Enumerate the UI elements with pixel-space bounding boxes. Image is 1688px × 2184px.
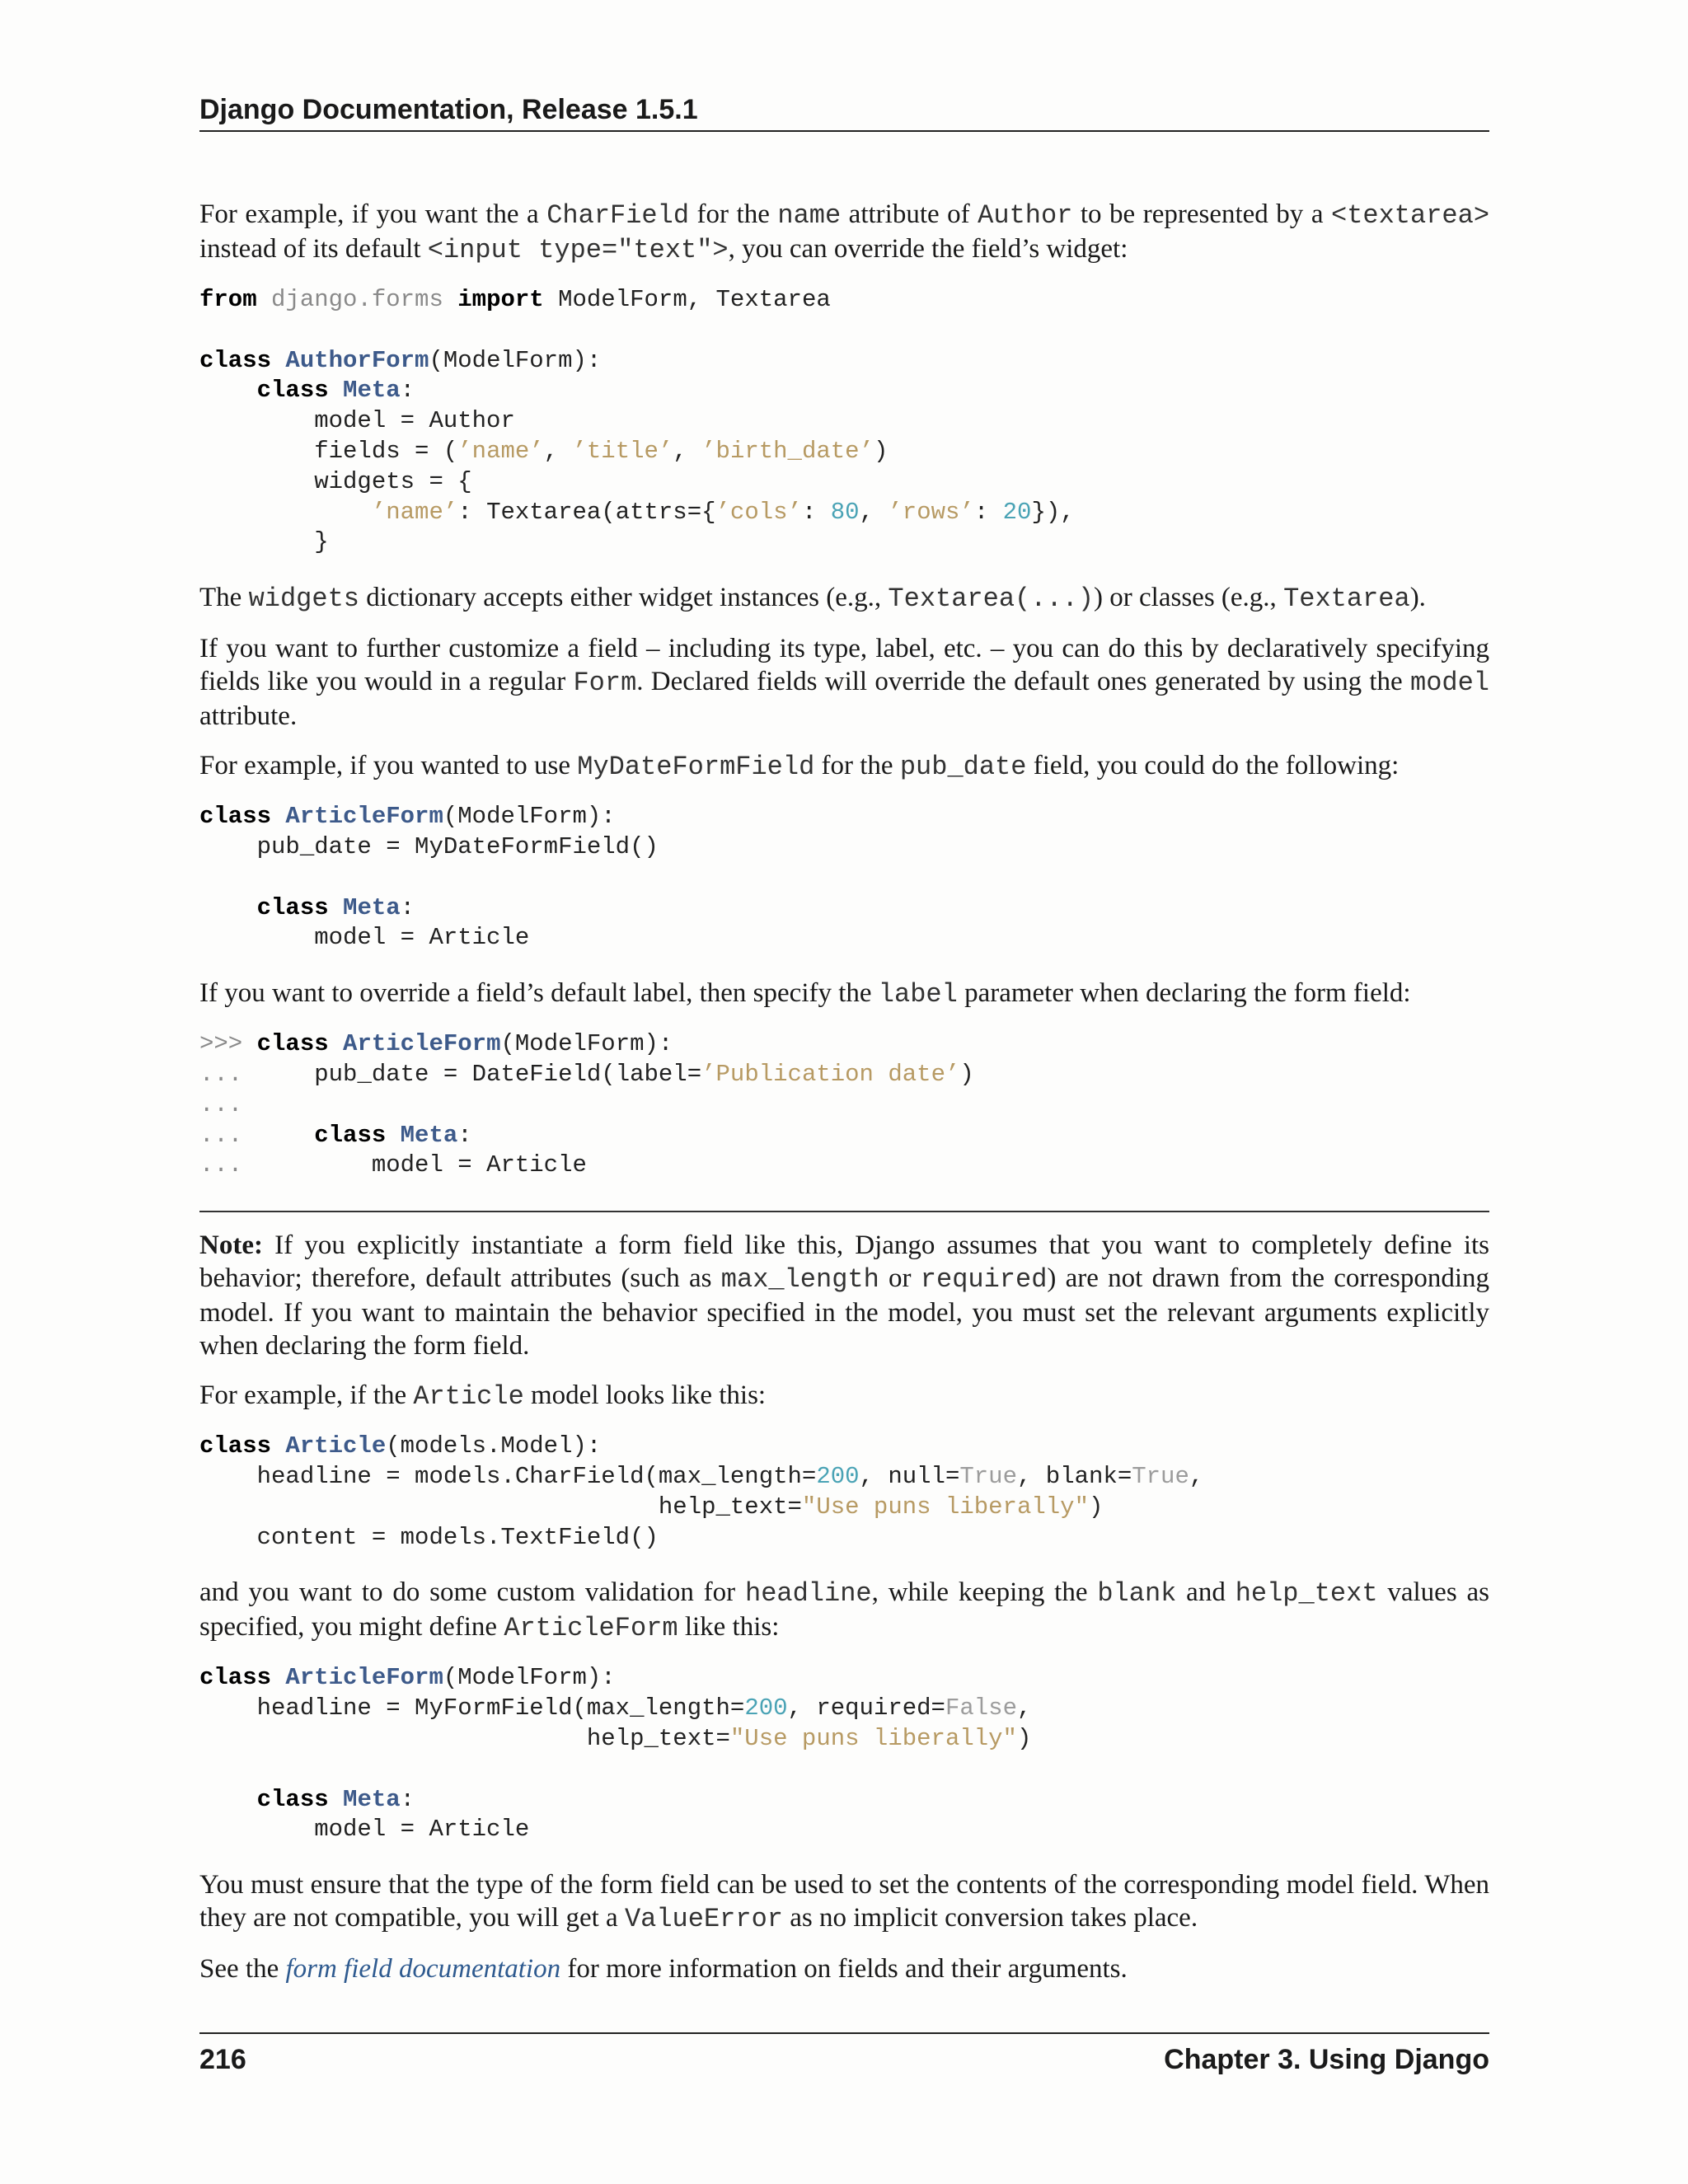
note-label: Note:	[199, 1230, 263, 1261]
code-text: ,	[1189, 1462, 1204, 1490]
keyword: class	[256, 893, 329, 921]
prompt: ...	[199, 1151, 372, 1179]
string: ’rows’	[888, 498, 974, 526]
number: 20	[1002, 498, 1032, 526]
running-header	[199, 92, 1489, 132]
class-name: AuthorForm	[271, 346, 429, 374]
code-text: (models.Model):	[386, 1432, 602, 1460]
indent	[199, 1786, 257, 1813]
string: ’Publication date’	[701, 1060, 960, 1088]
indent	[199, 377, 257, 404]
text: model looks like this:	[523, 1380, 767, 1411]
code-block	[199, 1432, 1489, 1553]
text: to be represented by a	[1072, 199, 1331, 229]
chapter-title: Chapter 3. Using Django	[1164, 2044, 1489, 2075]
code-text: ,	[1016, 1694, 1032, 1722]
constant: True	[1132, 1462, 1189, 1490]
text: for the	[689, 199, 778, 229]
class-name: Meta	[328, 377, 401, 405]
inline-code: Article	[413, 1381, 524, 1413]
class-name: ArticleForm	[328, 1030, 501, 1058]
code-text: , required=	[787, 1694, 945, 1722]
inline-code: max_length	[720, 1264, 879, 1296]
code-text: :	[400, 377, 415, 405]
code-text: :	[400, 1785, 415, 1813]
inline-code: Textarea	[1283, 583, 1410, 615]
paragraph	[199, 749, 1489, 784]
text: or	[879, 1263, 921, 1294]
code-text: model = Article	[199, 924, 530, 952]
code-text: :	[400, 893, 415, 921]
text: like this:	[678, 1612, 780, 1643]
keyword: class	[314, 1121, 387, 1149]
inline-code: ArticleForm	[504, 1613, 678, 1644]
text: For example, if the	[199, 1380, 414, 1411]
text: attribute of	[841, 199, 978, 229]
code-block	[199, 1663, 1489, 1845]
header-title: Django Documentation, Release 1.5.1	[199, 94, 698, 125]
code-text: pub_date = DateField(label=	[314, 1060, 702, 1088]
code-text: , blank=	[1017, 1462, 1132, 1490]
keyword: class	[199, 803, 272, 831]
paragraph	[199, 1868, 1489, 1936]
paragraph	[199, 1952, 1489, 1985]
text: for more information on fields and their arguments.	[560, 1954, 1128, 1985]
text: attribute.	[199, 701, 298, 732]
code-text: ModelForm, Textarea	[543, 286, 831, 313]
constant: True	[959, 1462, 1017, 1490]
code-text: model = Article	[199, 1816, 530, 1844]
running-footer	[199, 2032, 1489, 2077]
string: "Use puns liberally"	[801, 1493, 1089, 1521]
page-content	[199, 198, 1489, 1985]
code-text: headline = models.CharField(max_length=	[199, 1462, 817, 1490]
text: , you can override the field’s widget:	[728, 234, 1128, 264]
inline-code: headline	[744, 1578, 872, 1610]
constant: False	[945, 1694, 1017, 1722]
code-text: , null=	[859, 1462, 960, 1490]
text: ).	[1409, 583, 1426, 613]
text: You must ensure that the type of the form field can be used to set the contents of the corresponding model field. When they are not compatible, you will get a	[199, 1870, 1489, 1933]
class-name: Meta	[386, 1121, 458, 1149]
prompt: ...	[199, 1090, 243, 1118]
inline-code: help_text	[1235, 1578, 1378, 1610]
code-text: (ModelForm):	[500, 1030, 673, 1058]
text: for the	[814, 751, 900, 781]
text: If you want to override a field’s default label, then specify the	[199, 978, 879, 1009]
code-text: )	[873, 437, 889, 465]
string: ’title’	[572, 437, 673, 465]
paragraph	[199, 198, 1489, 267]
paragraph	[199, 581, 1489, 616]
keyword: class	[199, 1432, 272, 1460]
code-block	[199, 285, 1489, 558]
code-text: pub_date = MyDateFormField()	[199, 832, 659, 860]
string: "Use puns liberally"	[729, 1724, 1017, 1752]
keyword: class	[199, 346, 272, 374]
code-text: fields = (	[199, 437, 458, 465]
text: and	[1176, 1577, 1236, 1608]
class-name: ArticleForm	[271, 803, 443, 831]
module-name: django.forms	[256, 286, 458, 313]
code-text: }),	[1031, 498, 1075, 526]
string: ’cols’	[715, 498, 802, 526]
inline-code: Form	[573, 668, 637, 699]
text: field, you could do the following:	[1026, 751, 1400, 781]
text: as no implicit conversion takes place.	[782, 1903, 1198, 1933]
code-block	[199, 1029, 1489, 1181]
inline-code: <input type="text">	[427, 235, 729, 265]
code-text: : Textarea(attrs={	[457, 498, 716, 526]
code-text: (ModelForm):	[443, 1664, 616, 1692]
prompt: >>>	[199, 1030, 257, 1058]
class-name: Article	[271, 1432, 387, 1460]
code-text: ,	[859, 498, 889, 526]
text: parameter when declaring the form field:	[957, 978, 1411, 1009]
number: 200	[744, 1694, 788, 1722]
form-field-documentation-link[interactable]: form field documentation	[285, 1954, 561, 1985]
text: If you explicitly instantiate a form field like this, Django assumes that you want to completely define its behavior; therefore, default attributes (such as	[199, 1230, 1489, 1294]
text: instead of its default	[199, 234, 428, 264]
text: values as specified, you might define	[199, 1577, 1489, 1643]
keyword: from	[199, 286, 257, 313]
inline-code: Textarea(...)	[888, 583, 1095, 615]
class-name: Meta	[328, 1785, 401, 1813]
text: dictionary accepts either widget instances (e.g.,	[359, 583, 889, 613]
code-text: }	[199, 528, 329, 556]
note-divider	[199, 1211, 1489, 1212]
code-text: ,	[543, 437, 573, 465]
inline-code: ValueError	[624, 1904, 783, 1935]
keyword: class	[199, 1664, 272, 1692]
text: and you want to do some custom validation for	[199, 1577, 745, 1608]
keyword: class	[256, 377, 329, 405]
prompt: ...	[199, 1121, 315, 1149]
text: If you want to further customize a field – including its type, label, etc. – you can do this by declaratively specifying fields like you would in a regular	[199, 634, 1489, 697]
code-text: (ModelForm):	[429, 346, 602, 374]
paragraph	[199, 1576, 1489, 1645]
text: For example, if you want the a	[199, 199, 547, 229]
text: , while keeping the	[871, 1577, 1098, 1608]
code-text: widgets = {	[199, 467, 472, 495]
string: ’birth_date’	[701, 437, 874, 465]
page-number: 216	[199, 2044, 246, 2075]
code-text: :	[801, 498, 831, 526]
paragraph	[199, 977, 1489, 1011]
code-text: (ModelForm):	[443, 803, 616, 831]
code-text: help_text=	[199, 1724, 730, 1752]
text: . Declared fields will override the default ones generated by using the	[636, 667, 1410, 697]
inline-code: <textarea>	[1330, 200, 1490, 231]
class-name: Meta	[328, 893, 401, 921]
inline-code: blank	[1097, 1578, 1177, 1610]
code-text: help_text=	[199, 1493, 802, 1521]
code-block	[199, 802, 1489, 954]
class-name: ArticleForm	[271, 1664, 443, 1692]
code-text: )	[1016, 1724, 1032, 1752]
inline-code: name	[777, 200, 842, 231]
keyword: import	[457, 286, 544, 313]
code-text: :	[973, 498, 1003, 526]
number: 200	[816, 1462, 860, 1490]
inline-code: model	[1409, 668, 1489, 699]
inline-code: required	[920, 1264, 1048, 1296]
code-text: model = Author	[199, 407, 515, 435]
inline-code: pub_date	[899, 752, 1027, 783]
keyword: class	[256, 1785, 329, 1813]
string: ’name’	[371, 498, 458, 526]
code-text: ,	[673, 437, 702, 465]
code-text: headline = MyFormField(max_length=	[199, 1694, 745, 1722]
code-text: :	[457, 1121, 472, 1149]
text: ) are not drawn from the corresponding model. If you want to maintain the behavior specified in the model, you must set the relevant arguments explicitly when declaring the form field.	[199, 1263, 1489, 1361]
note-paragraph	[199, 1229, 1489, 1362]
inline-code: CharField	[546, 200, 690, 231]
paragraph	[199, 1379, 1489, 1413]
inline-code: widgets	[248, 583, 359, 615]
code-text: content = models.TextField()	[199, 1523, 659, 1551]
text: For example, if you wanted to use	[199, 751, 578, 781]
code-text: )	[1088, 1493, 1104, 1521]
paragraph	[199, 632, 1489, 733]
indent	[199, 894, 257, 921]
text: The	[199, 583, 249, 613]
inline-code: label	[878, 979, 958, 1010]
string: ’name’	[457, 437, 544, 465]
inline-code: MyDateFormField	[577, 752, 815, 783]
prompt: ...	[199, 1060, 315, 1088]
indent	[199, 499, 372, 526]
text: See the	[199, 1954, 286, 1985]
code-text: model = Article	[371, 1151, 587, 1179]
number: 80	[830, 498, 860, 526]
inline-code: Author	[978, 200, 1073, 231]
code-text: )	[959, 1060, 974, 1088]
text: ) or classes (e.g.,	[1094, 583, 1284, 613]
keyword: class	[256, 1030, 329, 1058]
